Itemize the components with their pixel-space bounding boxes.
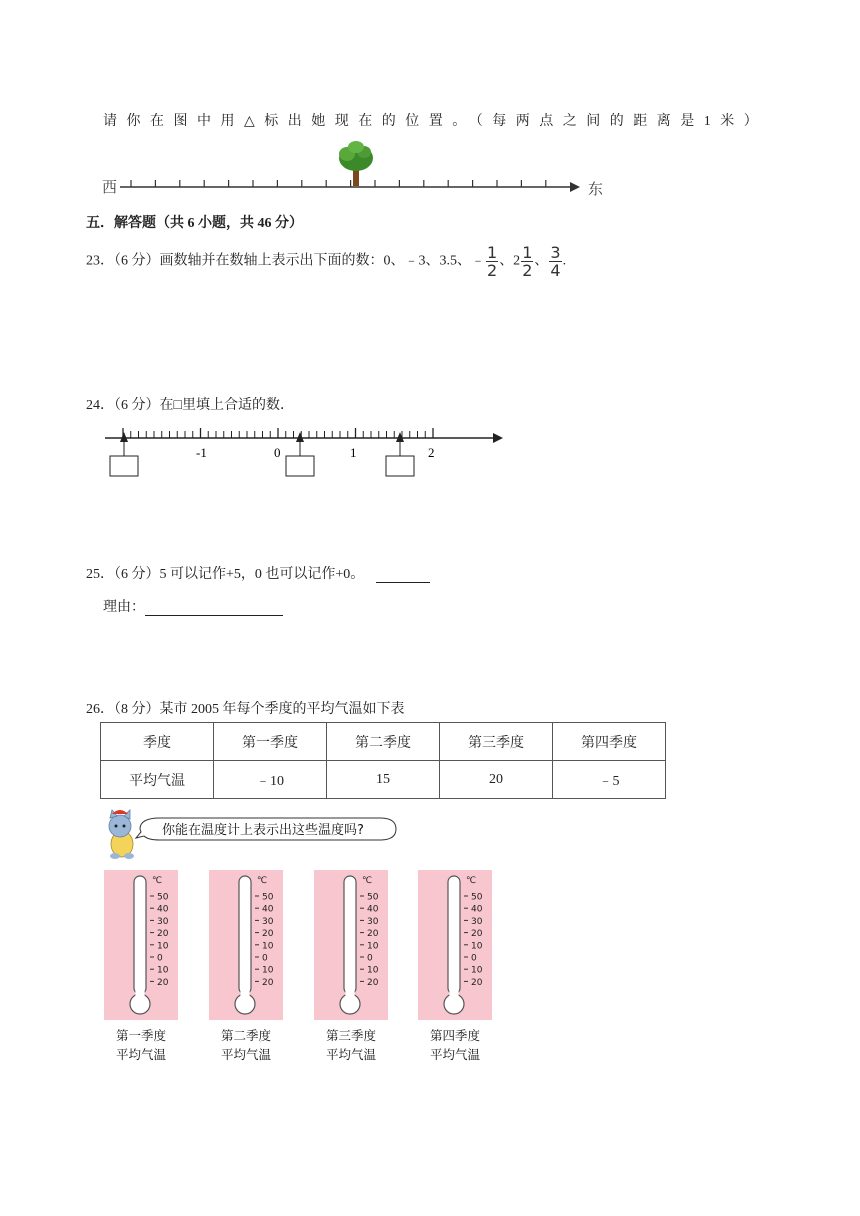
tick-label-1: 1 xyxy=(350,445,357,460)
thermometer-q2[interactable] xyxy=(209,870,283,1020)
q26-question: 26．（8 分）某市 2005 年每个季度的平均气温如下表 xyxy=(86,702,405,717)
tick-marks xyxy=(131,180,546,187)
table-cell: 第四季度 xyxy=(553,723,666,761)
thermometer-caption-q4: 第四季度 平均气温 xyxy=(429,1028,480,1062)
scale-label: 20 xyxy=(471,977,483,988)
scale-label: 10 xyxy=(471,965,483,976)
unit-label: ℃ xyxy=(152,876,163,886)
q23-question xyxy=(86,244,566,279)
scale-label: 50 xyxy=(262,892,274,903)
temperature-table xyxy=(100,722,666,799)
scale-label: 10 xyxy=(367,965,379,976)
scale-label: 30 xyxy=(367,916,379,927)
answer-blank[interactable] xyxy=(376,582,430,583)
scale-label: 40 xyxy=(157,904,169,915)
table-cell: 第一季度 xyxy=(214,723,327,761)
tick-label-neg1: -1 xyxy=(196,445,207,460)
scale-label: 10 xyxy=(157,941,169,952)
bulb-joint xyxy=(240,988,249,1000)
thermometer-tube xyxy=(448,876,460,994)
q23-end: . xyxy=(562,253,567,269)
scale-label: 10 xyxy=(471,941,483,952)
table-cell: ﹣5 xyxy=(553,761,666,799)
reason-blank[interactable] xyxy=(145,615,283,616)
thermometer-caption-q3: 第三季度 平均气温 xyxy=(325,1028,376,1062)
thermometer-q3[interactable] xyxy=(314,870,388,1020)
scale-label: 20 xyxy=(157,977,169,988)
q23-sep1: 、2 xyxy=(499,253,521,269)
q25-reason xyxy=(103,596,283,616)
thermometer-caption-q2: 第二季度 平均气温 xyxy=(220,1028,271,1062)
scale-label: 0 xyxy=(157,953,163,964)
scale-label: 50 xyxy=(471,892,483,903)
q22-instruction: 请你在图中用△标出她现在的位置。（每两点之间的距离是1米） xyxy=(103,114,768,129)
scale-label: 50 xyxy=(157,892,169,903)
east-label: 东 xyxy=(588,182,604,198)
table-cell: 第三季度 xyxy=(440,723,553,761)
q25-question xyxy=(86,563,430,583)
scale-label: 10 xyxy=(262,941,274,952)
tick-label-0: 0 xyxy=(274,445,281,460)
table-row xyxy=(101,761,666,799)
tree-icon xyxy=(339,141,373,186)
scale-label: 30 xyxy=(471,916,483,927)
unit-label: ℃ xyxy=(466,876,477,886)
scale-label: 0 xyxy=(262,953,268,964)
bulb-joint xyxy=(345,988,354,1000)
east-west-number-line xyxy=(100,140,610,200)
scale-label: 20 xyxy=(157,929,169,940)
scale-label: 20 xyxy=(367,929,379,940)
reason-label: 理由： xyxy=(103,600,145,615)
scale-label: 40 xyxy=(262,904,274,915)
scale-label: 10 xyxy=(367,941,379,952)
bulb-joint xyxy=(449,988,458,1000)
scale-label: 0 xyxy=(471,953,477,964)
tick-label-2: 2 xyxy=(428,445,435,460)
thermometer-tube xyxy=(239,876,251,994)
q24-question: 24．（6 分）在□里填上合适的数． xyxy=(86,398,294,413)
speech-bubble-text: 你能在温度计上表示出这些温度吗? xyxy=(162,823,364,838)
q25-text: 25．（6 分）5 可以记作+5，0 也可以记作+0。 xyxy=(86,567,365,582)
scale-label: 20 xyxy=(262,977,274,988)
thermometer-tube xyxy=(344,876,356,994)
table-cell: 20 xyxy=(440,761,553,799)
scale-label: 30 xyxy=(157,916,169,927)
table-cell: 季度 xyxy=(101,723,214,761)
fraction-half-2: $\frac{1}{2}$ xyxy=(522,243,533,280)
unit-label: ℃ xyxy=(257,876,268,886)
scale-label: 30 xyxy=(262,916,274,927)
thermometer-q1[interactable] xyxy=(104,870,178,1020)
scale-label: 40 xyxy=(367,904,379,915)
bulb-joint xyxy=(135,988,144,1000)
section-heading: 五．解答题（共 6 小题，共 46 分） xyxy=(86,216,303,231)
scale-label: 10 xyxy=(157,965,169,976)
q24-number-line xyxy=(100,420,510,482)
table-header-row xyxy=(101,723,666,761)
west-label: 西 xyxy=(102,180,118,196)
scale-label: 10 xyxy=(262,965,274,976)
cat-icon xyxy=(109,810,134,859)
thermometer-caption-q1: 第一季度 平均气温 xyxy=(115,1028,166,1062)
scale-label: 50 xyxy=(367,892,379,903)
scale-label: 0 xyxy=(367,953,373,964)
thermometer-q4[interactable] xyxy=(418,870,492,1020)
q23-prefix: 23．（6 分）画数轴并在数轴上表示出下面的数：0、﹣3、3.5、﹣ xyxy=(86,253,485,269)
table-cell: 平均气温 xyxy=(101,761,214,799)
fraction-three-quarters: $\frac{3}{4}$ xyxy=(550,243,561,280)
tick-marks xyxy=(123,428,433,438)
fraction-half: $\frac{1}{2}$ xyxy=(487,243,498,280)
cartoon-prompt xyxy=(100,808,400,864)
unit-label: ℃ xyxy=(362,876,373,886)
scale-label: 20 xyxy=(471,929,483,940)
thermometer-tube xyxy=(134,876,146,994)
scale-label: 20 xyxy=(367,977,379,988)
table-cell: ﹣10 xyxy=(214,761,327,799)
scale-label: 40 xyxy=(471,904,483,915)
q23-sep2: 、 xyxy=(534,253,549,269)
scale-label: 20 xyxy=(262,929,274,940)
table-cell: 15 xyxy=(327,761,440,799)
table-cell: 第二季度 xyxy=(327,723,440,761)
